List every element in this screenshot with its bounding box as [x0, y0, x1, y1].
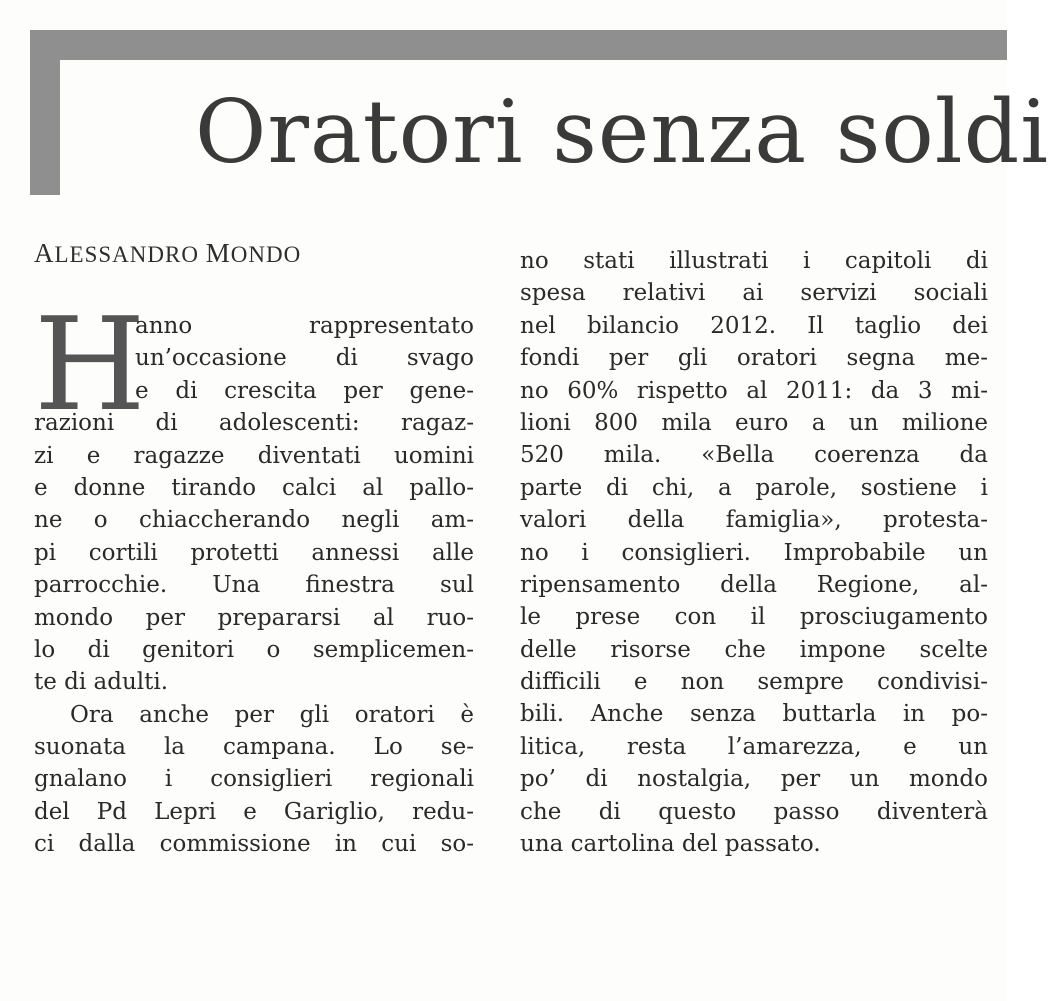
left-line-15: gnalano i consiglieri regionali: [34, 766, 474, 793]
left-line-13: Ora anche per gli oratori è: [70, 701, 474, 728]
byline-first-initial: A: [34, 238, 55, 268]
right-line-8: parte di chi, a parole, sostiene i: [520, 474, 988, 501]
right-line-7: 520 mila. «Bella coerenza da: [520, 442, 988, 469]
byline-first-rest: LESSANDRO: [54, 242, 199, 267]
right-line-17: po’ di nostalgia, per un mondo: [520, 766, 988, 793]
right-line-11: ripensamento della Regione, al-: [520, 571, 988, 598]
right-line-13: delle risorse che impone scelte: [520, 636, 988, 663]
left-line-17: ci dalla commissione in cui so-: [34, 831, 474, 858]
left-line-8: pi cortili protetti annessi alle: [34, 539, 474, 566]
right-line-6: lioni 800 mila euro a un milione: [520, 409, 988, 436]
left-line-14: suonata la campana. Lo se-: [34, 734, 474, 761]
dropcap-indented-lines: [34, 310, 474, 407]
left-line-12: te di adulti.: [34, 669, 169, 696]
left-line-16: del Pd Lepri e Gariglio, redu-: [34, 798, 474, 825]
byline-last-rest: ONDO: [230, 242, 302, 267]
right-line-5: no 60% rispetto al 2011: da 3 mi-: [520, 377, 988, 404]
left-line-5: zi e ragazze diventati uomini: [34, 442, 474, 469]
right-line-1: no stati illustrati i capitoli di: [520, 248, 988, 274]
drop-cap: H: [34, 291, 146, 440]
right-line-15: bili. Anche senza buttarla in po-: [520, 701, 988, 728]
left-line-11: lo di genitori o semplicemen-: [34, 636, 474, 663]
right-line-3: nel bilancio 2012. Il taglio dei: [520, 312, 988, 339]
left-line-9: parrocchie. Una finestra sul: [34, 572, 474, 599]
right-line-2: spesa relativi ai servizi sociali: [520, 280, 988, 307]
left-line-1: anno rappresentato: [135, 313, 474, 339]
frame-bar-left: [30, 30, 60, 195]
left-column: [34, 310, 474, 861]
headline: Oratori senza soldi: [195, 81, 1049, 183]
left-line-6: e donne tirando calci al pallo-: [34, 474, 474, 501]
byline-last-initial: M: [205, 238, 231, 268]
left-line-2: un’occasione di svago: [135, 345, 474, 372]
left-line-7: ne o chiaccherando negli am-: [34, 507, 474, 534]
right-line-18: che di questo passo diventerà: [520, 798, 988, 825]
right-line-14: difficili e non sempre condivisi-: [520, 669, 988, 696]
right-line-12: le prese con il prosciugamento: [520, 604, 988, 631]
left-line-3: e di crescita per gene-: [135, 377, 474, 404]
right-line-16: litica, resta l’amarezza, e un: [520, 733, 988, 760]
byline: [34, 238, 301, 269]
right-line-10: no i consiglieri. Improbabile un: [520, 539, 988, 566]
right-line-4: fondi per gli oratori segna me-: [520, 345, 988, 372]
left-line-10: mondo per prepararsi al ruo-: [34, 604, 474, 631]
right-column: [520, 245, 988, 860]
right-line-19: una cartolina del passato.: [520, 831, 821, 858]
right-line-9: valori della famiglia», protesta-: [520, 507, 988, 534]
left-line-4: razioni di adolescenti: ragaz-: [34, 410, 474, 437]
frame-bar-top: [30, 30, 1007, 60]
